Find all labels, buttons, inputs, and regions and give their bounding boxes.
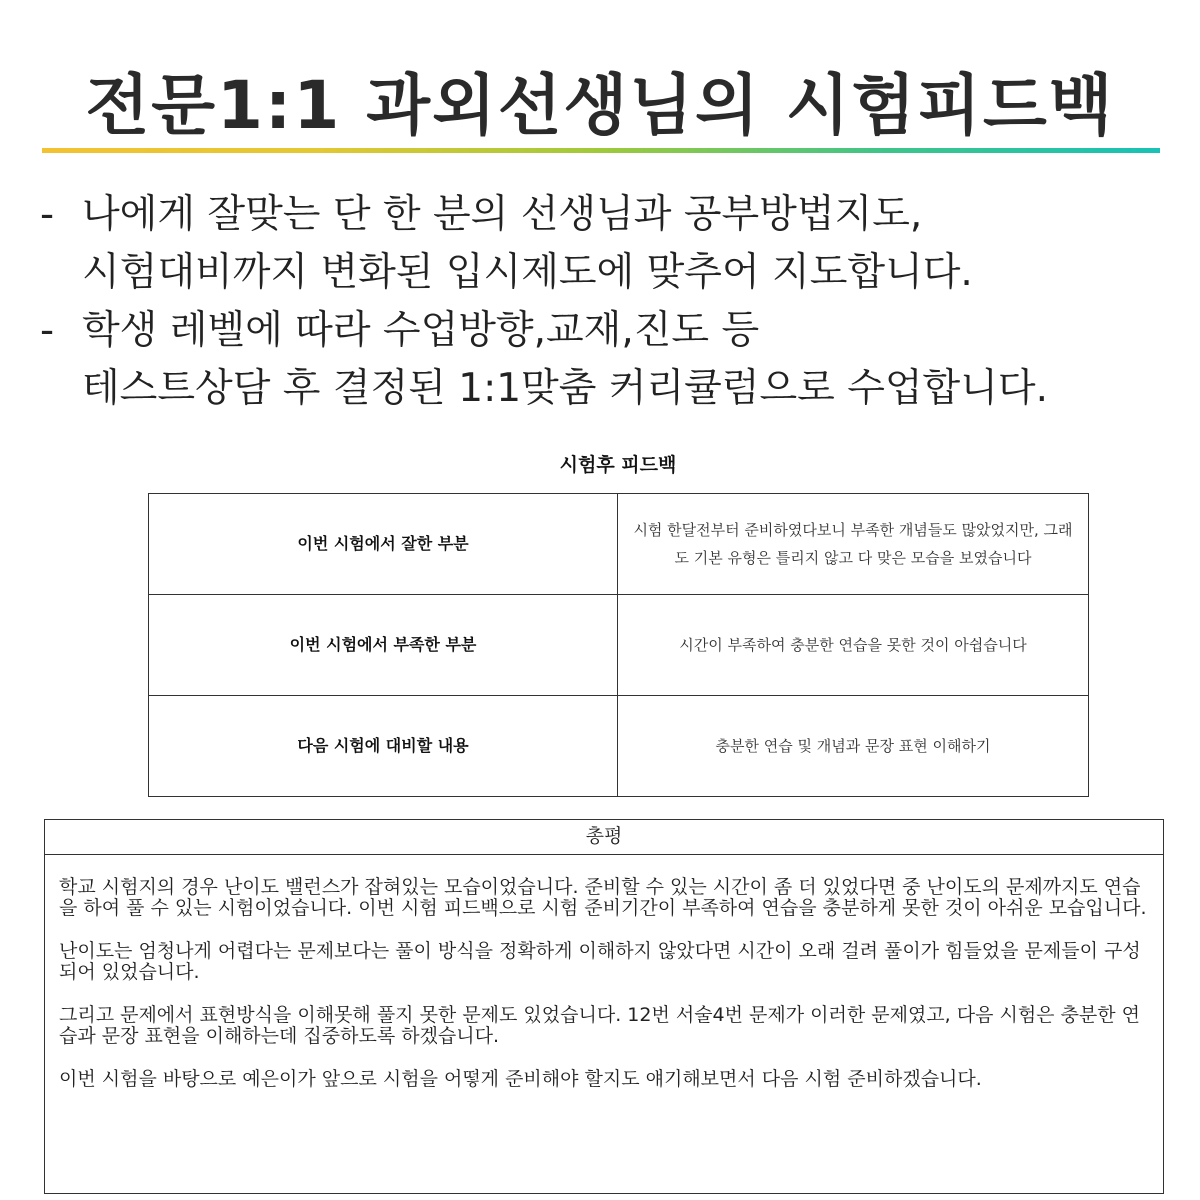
table-row <box>149 696 1089 797</box>
feedback-table <box>148 493 1089 797</box>
feedback-label: 다음 시험에 대비할 내용 <box>149 696 618 797</box>
summary-paragraph: 이번 시험을 바탕으로 예은이가 앞으로 시험을 어떻게 준비해야 할지도 얘기해보면서 다음 시험 준비하겠습니다. <box>59 1068 982 1090</box>
summary-title: 총평 <box>45 820 1163 855</box>
summary-paragraph: 난이도는 엄청나게 어렵다는 문제보다는 풀이 방식을 정확하게 이해하지 않았다면 시간이 오래 걸려 풀이가 힘들었을 문제들이 구성되어 있었습니다. <box>59 940 1141 983</box>
intro-text: 테스트상담 후 결정된 1:1맞춤 커리큘럼으로 수업합니다. <box>82 366 1048 411</box>
intro-text: 학생 레벨에 따라 수업방향,교재,진도 등 <box>82 308 760 353</box>
intro-item-2-line-2 <box>40 360 1180 418</box>
table-row <box>149 595 1089 696</box>
intro-text: 나에게 잘맞는 단 한 분의 선생님과 공부방법지도, <box>82 192 923 237</box>
intro-dash: - <box>40 192 55 237</box>
feedback-title: 시험후 피드백 <box>559 454 677 476</box>
table-row <box>149 494 1089 595</box>
summary-paragraph: 학교 시험지의 경우 난이도 밸런스가 잡혀있는 모습이었습니다. 준비할 수 있는 시간이 좀 더 있었다면 중 난이도의 문제까지도 연습을 하여 풀 수 있는 시험이었습니다. 이번 시험 피드백으로 시험 준비기간이 부족하여 연습을 충분하게 못한 것이 아쉬운 모습입니다. <box>59 876 1147 919</box>
feedback-content: 충분한 연습 및 개념과 문장 표현 이해하기 <box>618 696 1089 797</box>
intro-list <box>40 186 1180 418</box>
summary-body <box>45 855 1163 1090</box>
intro-item-2-line-1 <box>40 302 1180 360</box>
summary-box <box>44 819 1164 1194</box>
intro-text: 시험대비까지 변화된 입시제도에 맞추어 지도합니다. <box>82 250 973 295</box>
feedback-content: 시험 한달전부터 준비하였다보니 부족한 개념들도 많았었지만, 그래도 기본 유형은 틀리지 않고 다 맞은 모습을 보였습니다 <box>618 494 1089 595</box>
feedback-label: 이번 시험에서 부족한 부분 <box>149 595 618 696</box>
title-divider <box>42 148 1160 153</box>
summary-paragraph: 그리고 문제에서 표현방식을 이해못해 풀지 못한 문제도 있었습니다. 12번 서술4번 문제가 이러한 문제였고, 다음 시험은 충분한 연습과 문장 표현을 이해하는데 집중하도록 하겠습니다. <box>59 1004 1141 1047</box>
page-title: 전문1:1 과외선생님의 시험피드백 <box>85 67 1115 144</box>
intro-item-1-line-2 <box>40 244 1180 302</box>
intro-item-1-line-1 <box>40 186 1180 244</box>
feedback-label: 이번 시험에서 잘한 부분 <box>149 494 618 595</box>
feedback-content: 시간이 부족하여 충분한 연습을 못한 것이 아쉽습니다 <box>618 595 1089 696</box>
intro-dash: - <box>40 308 55 353</box>
